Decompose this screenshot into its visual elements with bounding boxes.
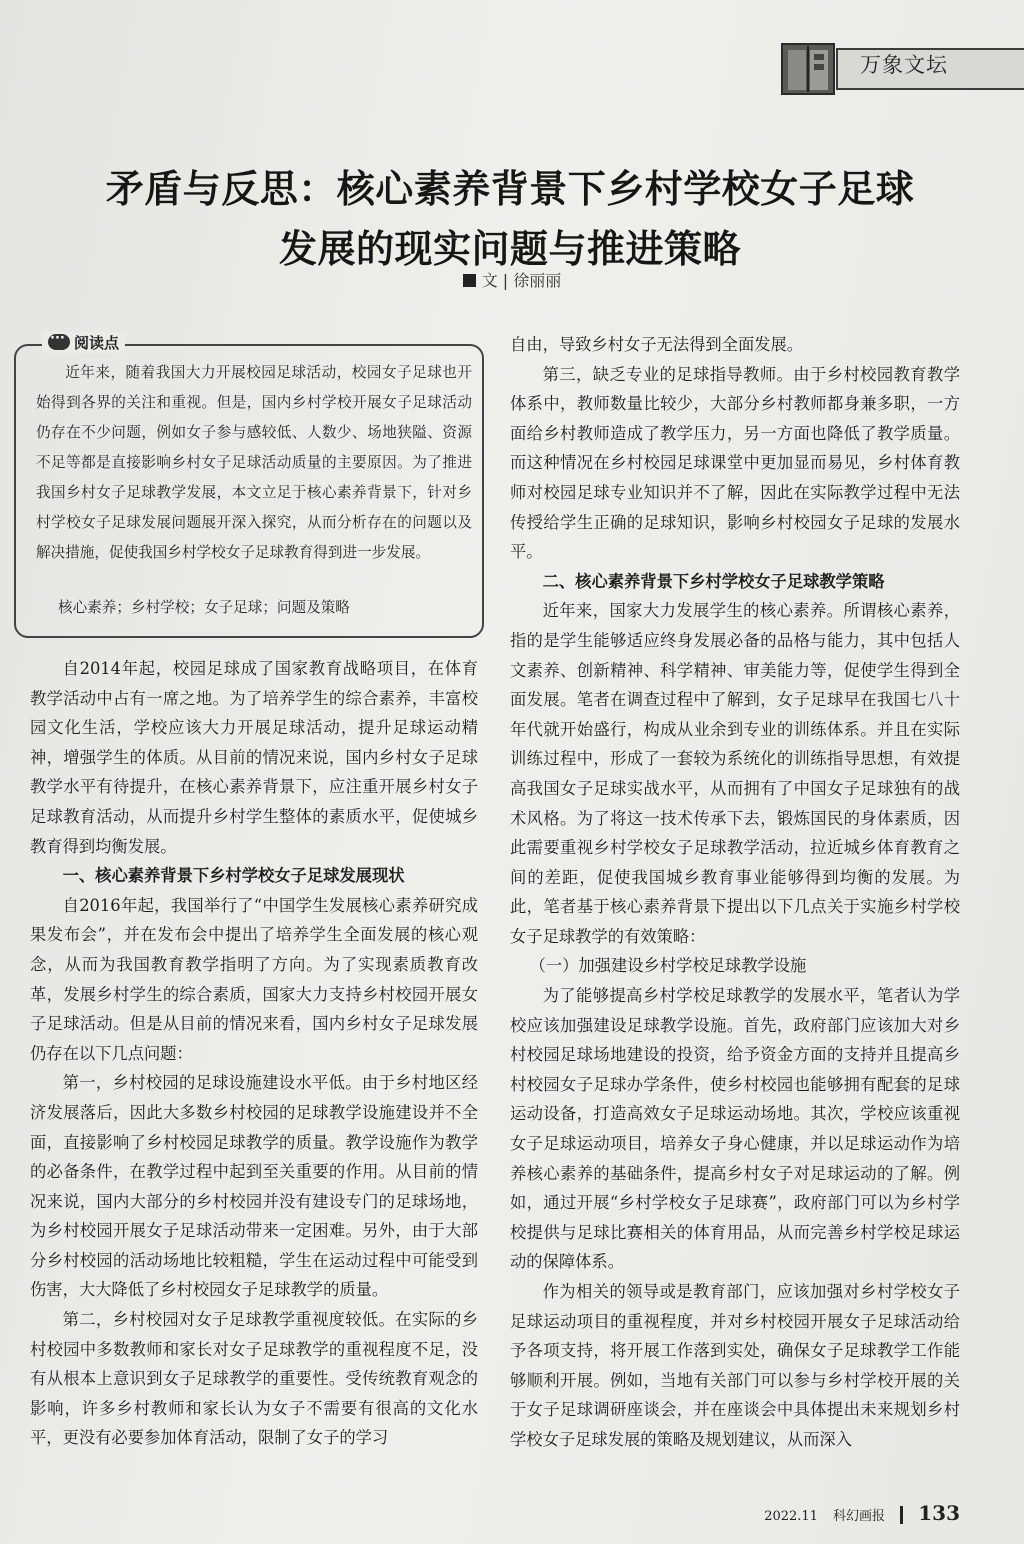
paragraph: 自2014年起，校园足球成了国家教育战略项目，在体育教学活动中占有一席之地。为了培养学生的综合素养，丰富校园文化生活，学校应该大力开展足球活动，提升足球运动精神，增强学生的体质。从目前的情况来说，国内乡村女子足球教学水平有待提升，在核心素养背景下，应注重开展乡村女子足球教育活动，从而提升乡村学生整体的素质水平，促使城乡教育得到均衡发展。 — [30, 659, 478, 856]
abstract-heading-text: 阅读点 — [74, 334, 120, 352]
paragraph: 第一，乡村校园的足球设施建设水平低。由于乡村地区经济发展落后，因此大多数乡村校园的足球教学设施建设并不全面，直接影响了乡村校园足球教学的质量。教学设施作为教学的必备条件，在教学过程中起到至关重要的作用。从目前的情况来说，国内大部分的乡村校园并没有建设专门的足球场地，为乡村校园开展女子足球活动带来一定困难。另外，由于大部分乡村校园的活动场地比较粗糙，学生在运动过程中可能受到伤害，大大降低了乡村校园女子足球教学的质量。 — [30, 1073, 478, 1300]
section-heading: 一、核心素养背景下乡村学校女子足球发展现状 — [62, 866, 405, 886]
section-heading: 二、核心素养背景下乡村学校女子足球教学策略 — [542, 571, 885, 591]
left-column — [30, 654, 478, 1453]
right-column — [510, 330, 960, 1455]
section-label: 万象文坛 — [860, 53, 948, 77]
magazine-name: 科幻画报 — [833, 1509, 886, 1524]
title-line-2: 发展的现实问题与推进策略 — [278, 227, 741, 272]
abstract-box — [14, 334, 484, 638]
issue-date: 2022.11 — [764, 1509, 818, 1524]
abstract-heading — [42, 332, 125, 353]
byline — [0, 268, 1024, 291]
article-title — [60, 159, 960, 279]
page-footer — [764, 1501, 960, 1525]
paragraph: 近年来，国家大力发展学生的核心素养。所谓核心素养，指的是学生能够适应终身发展必备的品格与能力，其中包括人文素养、创新精神、科学精神、审美能力等，促使学生得到全面发展。笔者在调查过程中了解到，女子足球早在我国七八十年代就开始盛行，构成从业余到专业的训练体系。并且在实际训练过程中，形成了一套较为系统化的训练指导思想，有效提高我国女子足球实战水平，从而拥有了中国女子足球独有的战术风格。为了将这一技术传承下去，锻炼国民的身体素质，因此需要重视乡村学校女子足球教学活动，拉近城乡体育教育之间的差距，促使我国城乡教育事业能够得到均衡的发展。为此，笔者基于核心素养背景下提出以下几点关于实施乡村学校女子足球教学的有效策略： — [510, 601, 960, 946]
page-number: 133 — [918, 1501, 960, 1525]
paragraph: 为了能够提高乡村学校足球教学的发展水平，笔者认为学校应该加强建设足球教学设施。首先，政府部门应该加大对乡村校园足球场地建设的投资，给予资金方面的支持并且提高乡村校园女子足球办学条件，使乡村校园也能够拥有配套的足球运动设备，打造高效女子足球运动场地。其次，学校应该重视女子足球运动项目，培养女子身心健康，并以足球运动作为培养核心素养的基础条件，提高乡村女子对足球运动的了解。例如，通过开展“乡村学校女子足球赛”，政府部门可以为乡村学校提供与足球比赛相关的体育用品，从而完善乡村学校足球运动的保障体系。 — [510, 986, 960, 1272]
author-name: 文 | 徐丽丽 — [481, 271, 562, 290]
divider — [900, 1506, 903, 1524]
section-badge — [774, 40, 1024, 98]
paragraph: 自2016年起，我国举行了“中国学生发展核心素养研究成果发布会”，并在发布会中提出了培养学生全面发展的核心观念，从而为我国教育教学指明了方向。为了实现素质教育改革，发展乡村学生的综合素质，国家大力支持乡村校园开展女子足球活动。但是从目前的情况来看，国内乡村女子足球发展仍存在以下几点问题： — [30, 895, 478, 1063]
paragraph: 作为相关的领导或是教育部门，应该加强对乡村学校女子足球运动项目的重视程度，并对乡村校园开展女子足球活动给予各项支持，将开展工作落到实处，确保女子足球教学工作能够顺利开展。例如，当地有关部门可以参与乡村学校开展的关于女子足球调研座谈会，并在座谈会中具体提出未来规划乡村学校女子足球发展的策略及规划建议，从而深入 — [510, 1282, 960, 1449]
title-line-1: 矛盾与反思：核心素养背景下乡村学校女子足球 — [105, 167, 915, 212]
subsection-heading: （一）加强建设乡村学校足球教学设施 — [529, 956, 807, 976]
keywords: 核心素养；乡村学校；女子足球；问题及策略 — [58, 599, 350, 616]
paragraph: 自由，导致乡村女子无法得到全面发展。 — [510, 335, 804, 354]
square-bullet-icon — [463, 274, 476, 287]
paragraph: 第二，乡村校园对女子足球教学重视度较低。在实际的乡村校园中多数教师和家长对女子足球教学的重视程度不足，没有从根本上意识到女子足球教学的重要性。受传统教育观念的影响，许多乡村教师和家长认为女子不需要有很高的文化水平，更没有必要参加体育活动，限制了女子的学习 — [30, 1310, 478, 1448]
speech-bubble-icon — [48, 334, 70, 350]
abstract-text: 近年来，随着我国大力开展校园足球活动，校园女子足球也开始得到各界的关注和重视。但是，国内乡村学校开展女子足球活动仍存在不少问题，例如女子参与感较低、人数少、场地狭隘、资源不足等都是直接影响乡村女子足球活动质量的主要原因。为了推进我国乡村女子足球教学发展，本文立足于核心素养背景下，针对乡村学校女子足球发展问题展开深入探究，从而分析存在的问题以及解决措施，促使我国乡村学校女子足球教育得到进一步发展。 — [36, 364, 472, 561]
book-icon — [780, 40, 840, 98]
paragraph: 第三，缺乏专业的足球指导教师。由于乡村校园教育教学体系中，教师数量比较少，大部分乡村教师都身兼多职，一方面给乡村教师造成了教学压力，另一方面也降低了教学质量。而这种情况在乡村校园足球课堂中更加显而易见，乡村体育教师对校园足球专业知识并不了解，因此在实际教学过程中无法传授给学生正确的足球知识，影响乡村校园女子足球的发展水平。 — [510, 364, 960, 562]
